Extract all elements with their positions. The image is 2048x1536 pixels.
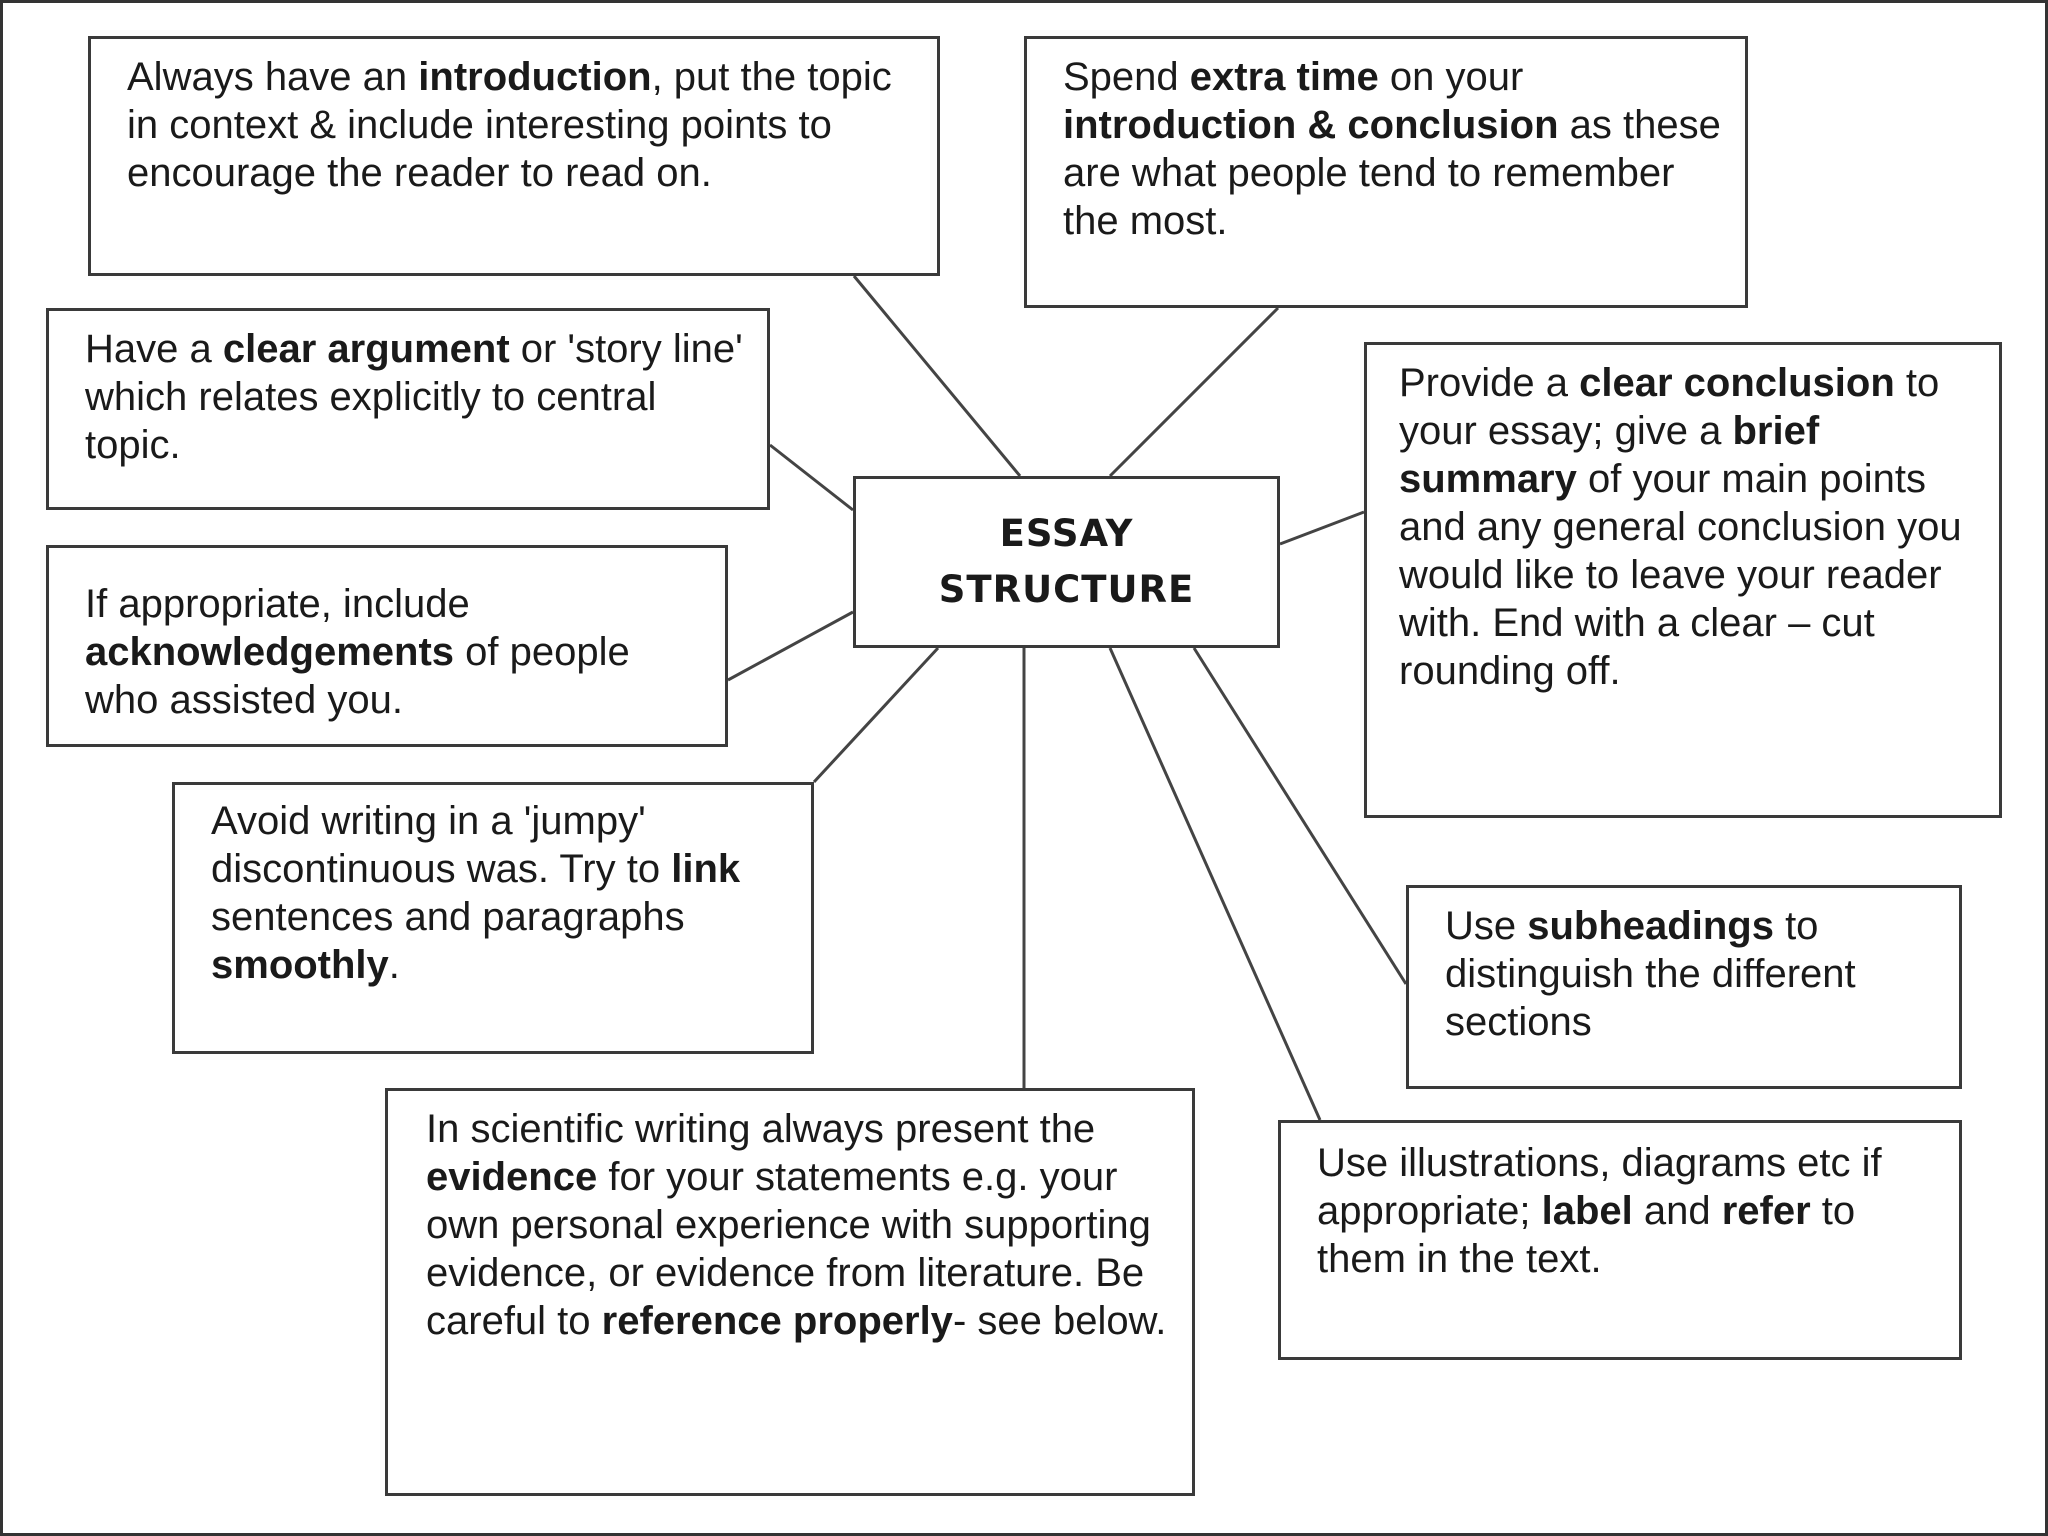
connector-introduction <box>854 276 1020 476</box>
connector-illustrations <box>1110 648 1320 1120</box>
note-text-run: In scientific writing always present the <box>426 1107 1096 1151</box>
emphasis-text: introduction <box>418 55 652 99</box>
note-acknowledgements <box>46 545 728 747</box>
note-text-run: Always have an <box>127 55 419 99</box>
note-text-run: , put the topic in context & include interesting points to encourage the reader to read on. <box>127 55 892 195</box>
emphasis-text: evidence <box>426 1155 598 1199</box>
note-extra-time-text <box>1063 53 1721 245</box>
emphasis-text: introduction & conclusion <box>1063 103 1559 147</box>
note-clear-argument-text <box>85 325 743 469</box>
note-subheadings-text <box>1445 902 1935 1046</box>
note-text-run: to them in the text. <box>1317 1189 1856 1281</box>
note-text-run: of your main points and any general conclusion you would like to leave your reader with. End with a clear – cut rounding off. <box>1399 457 1962 693</box>
note-text-run: Have a <box>85 327 223 371</box>
note-link-smoothly <box>172 782 814 1054</box>
connector-argument <box>770 445 853 510</box>
note-clear-conclusion <box>1364 342 2002 818</box>
note-clear-argument <box>46 308 770 510</box>
note-text-run: for your statements e.g. your own personal experience with supporting evidence, or evidence from literature. Be careful to <box>426 1155 1151 1343</box>
note-text-run: Use <box>1445 904 1528 948</box>
emphasis-text: brief summary <box>1399 409 1820 501</box>
emphasis-text: clear conclusion <box>1579 361 1895 405</box>
note-illustrations-text <box>1317 1139 1935 1283</box>
essay-structure-center-node <box>853 476 1280 648</box>
emphasis-text: reference properly <box>601 1299 953 1343</box>
note-link-smoothly-text <box>211 797 787 989</box>
note-text-run: of people who assisted you. <box>85 630 630 722</box>
note-introduction <box>88 36 940 276</box>
emphasis-text: subheadings <box>1527 904 1774 948</box>
note-text-run: If appropriate, include <box>85 582 470 626</box>
note-evidence-text <box>426 1105 1168 1345</box>
note-text-run: or 'story line' which relates explicitly to central topic. <box>85 327 743 467</box>
emphasis-text: link <box>671 847 741 891</box>
note-text-run: to your essay; give a <box>1399 361 1940 453</box>
note-text-run: Avoid writing in a 'jumpy' discontinuous was. Try to <box>211 799 672 891</box>
emphasis-text: clear argument <box>222 327 510 371</box>
note-text-run: and <box>1632 1189 1722 1233</box>
emphasis-text: refer <box>1721 1189 1811 1233</box>
note-acknowledgements-text <box>85 580 701 724</box>
note-text-run: Use illustrations, diagrams etc if appropriate; <box>1317 1141 1882 1233</box>
note-text-run: Spend <box>1063 55 1190 99</box>
center-title-line-2: STRUCTURE <box>938 568 1195 611</box>
note-extra-time <box>1024 36 1748 308</box>
connector-extra-time <box>1110 308 1278 476</box>
center-title-line-1: ESSAY <box>999 512 1134 555</box>
note-text-run: on your <box>1378 55 1524 99</box>
note-text-run: Provide a <box>1399 361 1580 405</box>
emphasis-text: acknowledgements <box>85 630 455 674</box>
connector-jumpy <box>814 648 938 782</box>
note-text-run: as these are what people tend to remember the most. <box>1063 103 1721 243</box>
emphasis-text: extra time <box>1189 55 1379 99</box>
note-clear-conclusion-text <box>1399 359 1975 695</box>
note-text-run: sentences and paragraphs <box>211 895 685 939</box>
emphasis-text: label <box>1541 1189 1633 1233</box>
emphasis-text: smoothly <box>211 943 389 987</box>
note-introduction-text <box>127 53 913 197</box>
note-text-run: . <box>388 943 400 987</box>
note-illustrations <box>1278 1120 1962 1360</box>
connector-conclusion <box>1280 512 1364 544</box>
note-text-run: to distinguish the different sections <box>1445 904 1856 1044</box>
note-subheadings <box>1406 885 1962 1089</box>
note-text-run: - see below. <box>952 1299 1167 1343</box>
note-evidence <box>385 1088 1195 1496</box>
connector-acknowledgements <box>728 612 853 680</box>
